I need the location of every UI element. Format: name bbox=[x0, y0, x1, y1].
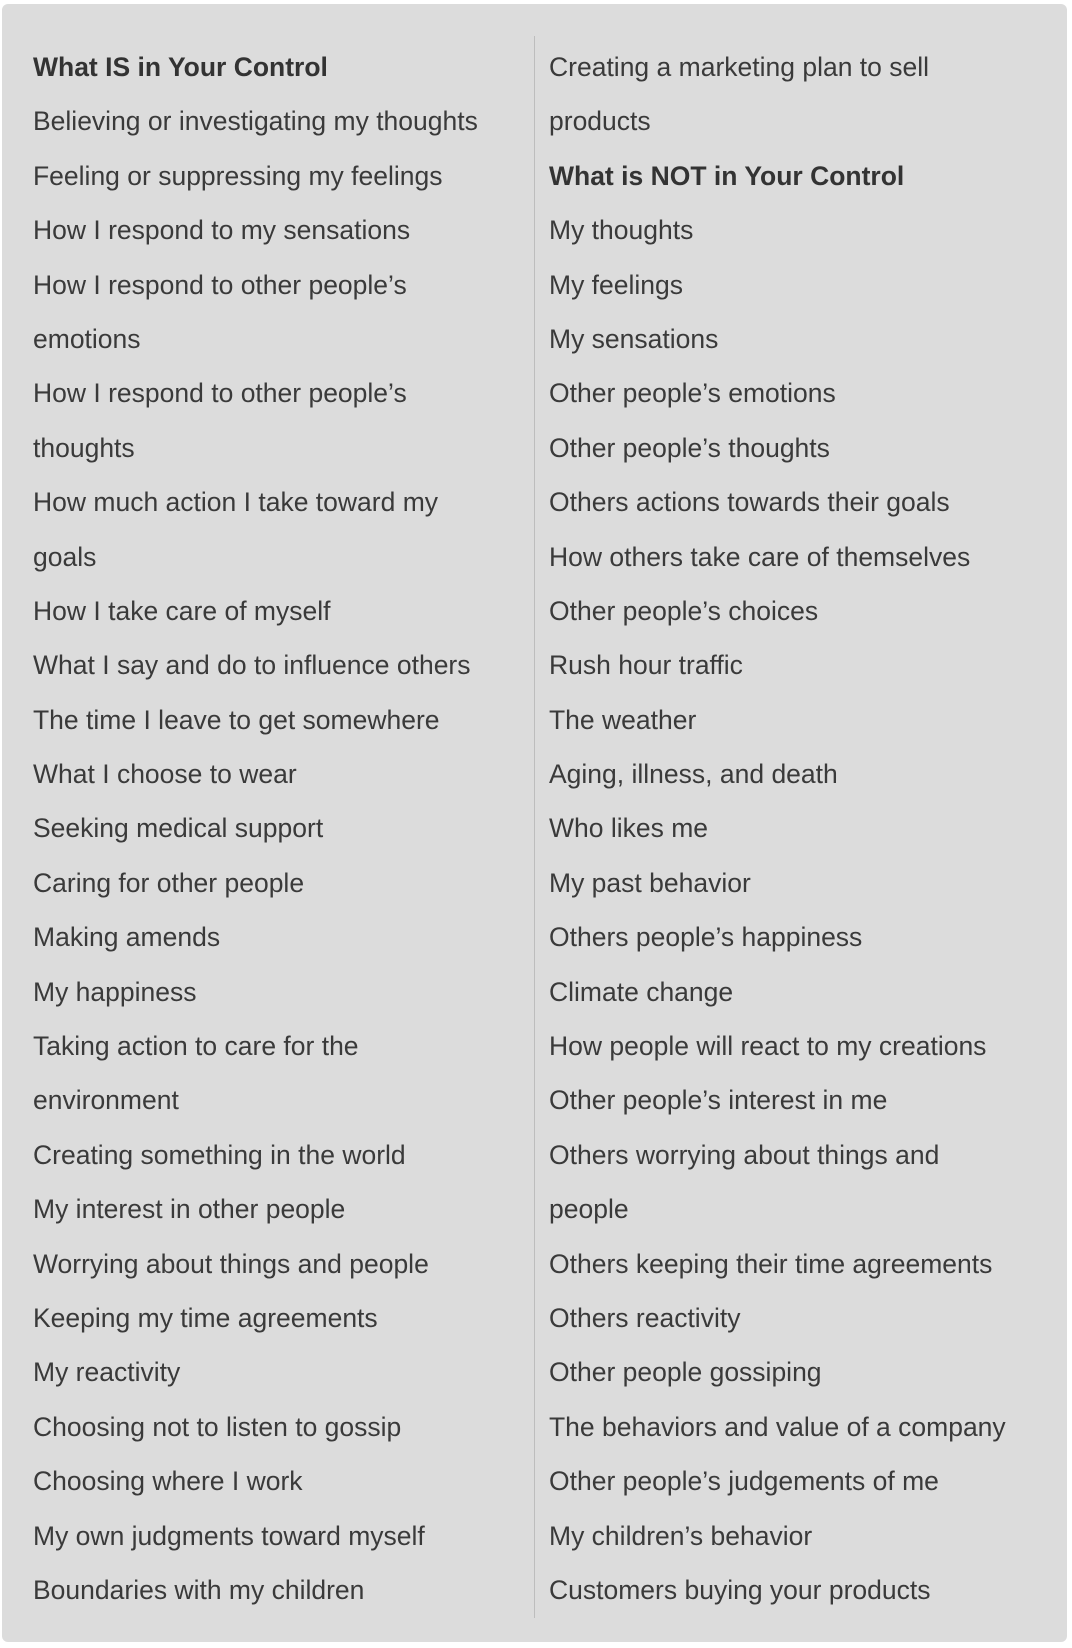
not-in-control-item: people bbox=[549, 1194, 629, 1225]
not-in-control-item: Rush hour traffic bbox=[549, 650, 743, 681]
in-control-item: Keeping my time agreements bbox=[33, 1302, 378, 1333]
not-in-control-item: Others worrying about things and bbox=[549, 1139, 940, 1170]
control-list-panel bbox=[2, 4, 1067, 1642]
in-control-item: How I take care of myself bbox=[33, 595, 331, 626]
in-control-item: environment bbox=[33, 1085, 179, 1116]
not-in-control-item: Climate change bbox=[549, 976, 734, 1007]
in-control-item: My reactivity bbox=[33, 1357, 181, 1388]
not-in-control-item: Other people’s interest in me bbox=[549, 1085, 888, 1116]
not-in-control-item: Other people gossiping bbox=[549, 1357, 822, 1388]
not-in-control-item: Customers buying your products bbox=[549, 1574, 931, 1605]
not-in-control-item: My children’s behavior bbox=[549, 1520, 813, 1551]
not-in-control-item: Others actions towards their goals bbox=[549, 487, 950, 518]
in-control-item: Creating a marketing plan to sell bbox=[549, 52, 930, 82]
in-control-item: goals bbox=[33, 541, 97, 572]
in-control-item: How I respond to other people’s bbox=[33, 378, 407, 409]
in-control-item: Caring for other people bbox=[33, 867, 305, 898]
not-in-control-heading: What is NOT in Your Control bbox=[549, 160, 905, 191]
not-in-control-item: Other people’s choices bbox=[549, 595, 819, 626]
in-control-item: My own judgments toward myself bbox=[33, 1520, 425, 1551]
not-in-control-item: Others keeping their time agreements bbox=[549, 1248, 993, 1279]
in-control-item: thoughts bbox=[33, 432, 135, 463]
in-control-item: products bbox=[549, 106, 651, 137]
not-in-control-item: How others take care of themselves bbox=[549, 541, 971, 572]
not-in-control-item: My thoughts bbox=[549, 215, 694, 246]
not-in-control-item: How people will react to my creations bbox=[549, 1031, 987, 1062]
in-control-item: My interest in other people bbox=[33, 1194, 346, 1225]
not-in-control-item: Other people’s thoughts bbox=[549, 432, 830, 463]
in-control-item: How I respond to my sensations bbox=[33, 215, 411, 246]
not-in-control-item: Aging, illness, and death bbox=[549, 759, 838, 790]
in-control-item: Seeking medical support bbox=[33, 813, 324, 844]
in-control-item: Worrying about things and people bbox=[33, 1248, 429, 1279]
in-control-item: How much action I take toward my bbox=[33, 487, 439, 518]
not-in-control-item: My feelings bbox=[549, 269, 684, 300]
in-control-item: Taking action to care for the bbox=[33, 1031, 359, 1062]
not-in-control-item: Others reactivity bbox=[549, 1302, 741, 1333]
not-in-control-column bbox=[549, 40, 1059, 1617]
in-control-item: Boundaries with my children bbox=[33, 1574, 365, 1605]
not-in-control-item: Others people’s happiness bbox=[549, 922, 863, 953]
not-in-control-item: Other people’s judgements of me bbox=[549, 1466, 939, 1497]
not-in-control-item: My past behavior bbox=[549, 867, 751, 898]
in-control-item: The time I leave to get somewhere bbox=[33, 704, 440, 735]
in-control-item: What I choose to wear bbox=[33, 759, 297, 790]
not-in-control-item: The behaviors and value of a company bbox=[549, 1411, 1006, 1442]
in-control-item: Choosing not to listen to gossip bbox=[33, 1411, 402, 1442]
in-control-column bbox=[33, 40, 503, 1617]
in-control-item: Creating something in the world bbox=[33, 1139, 406, 1170]
not-in-control-item: Who likes me bbox=[549, 813, 709, 844]
not-in-control-item: Other people’s emotions bbox=[549, 378, 836, 409]
in-control-item: Feeling or suppressing my feelings bbox=[33, 160, 443, 191]
not-in-control-item: My sensations bbox=[549, 323, 719, 354]
in-control-item: My happiness bbox=[33, 976, 197, 1007]
in-control-heading: What IS in Your Control bbox=[33, 52, 328, 82]
in-control-item: emotions bbox=[33, 323, 141, 354]
in-control-item: How I respond to other people’s bbox=[33, 269, 407, 300]
column-divider bbox=[534, 36, 535, 1618]
in-control-item: Choosing where I work bbox=[33, 1466, 303, 1497]
not-in-control-item: The weather bbox=[549, 704, 697, 735]
in-control-item: Believing or investigating my thoughts bbox=[33, 106, 478, 137]
in-control-item: Making amends bbox=[33, 922, 221, 953]
in-control-item: What I say and do to influence others bbox=[33, 650, 471, 681]
